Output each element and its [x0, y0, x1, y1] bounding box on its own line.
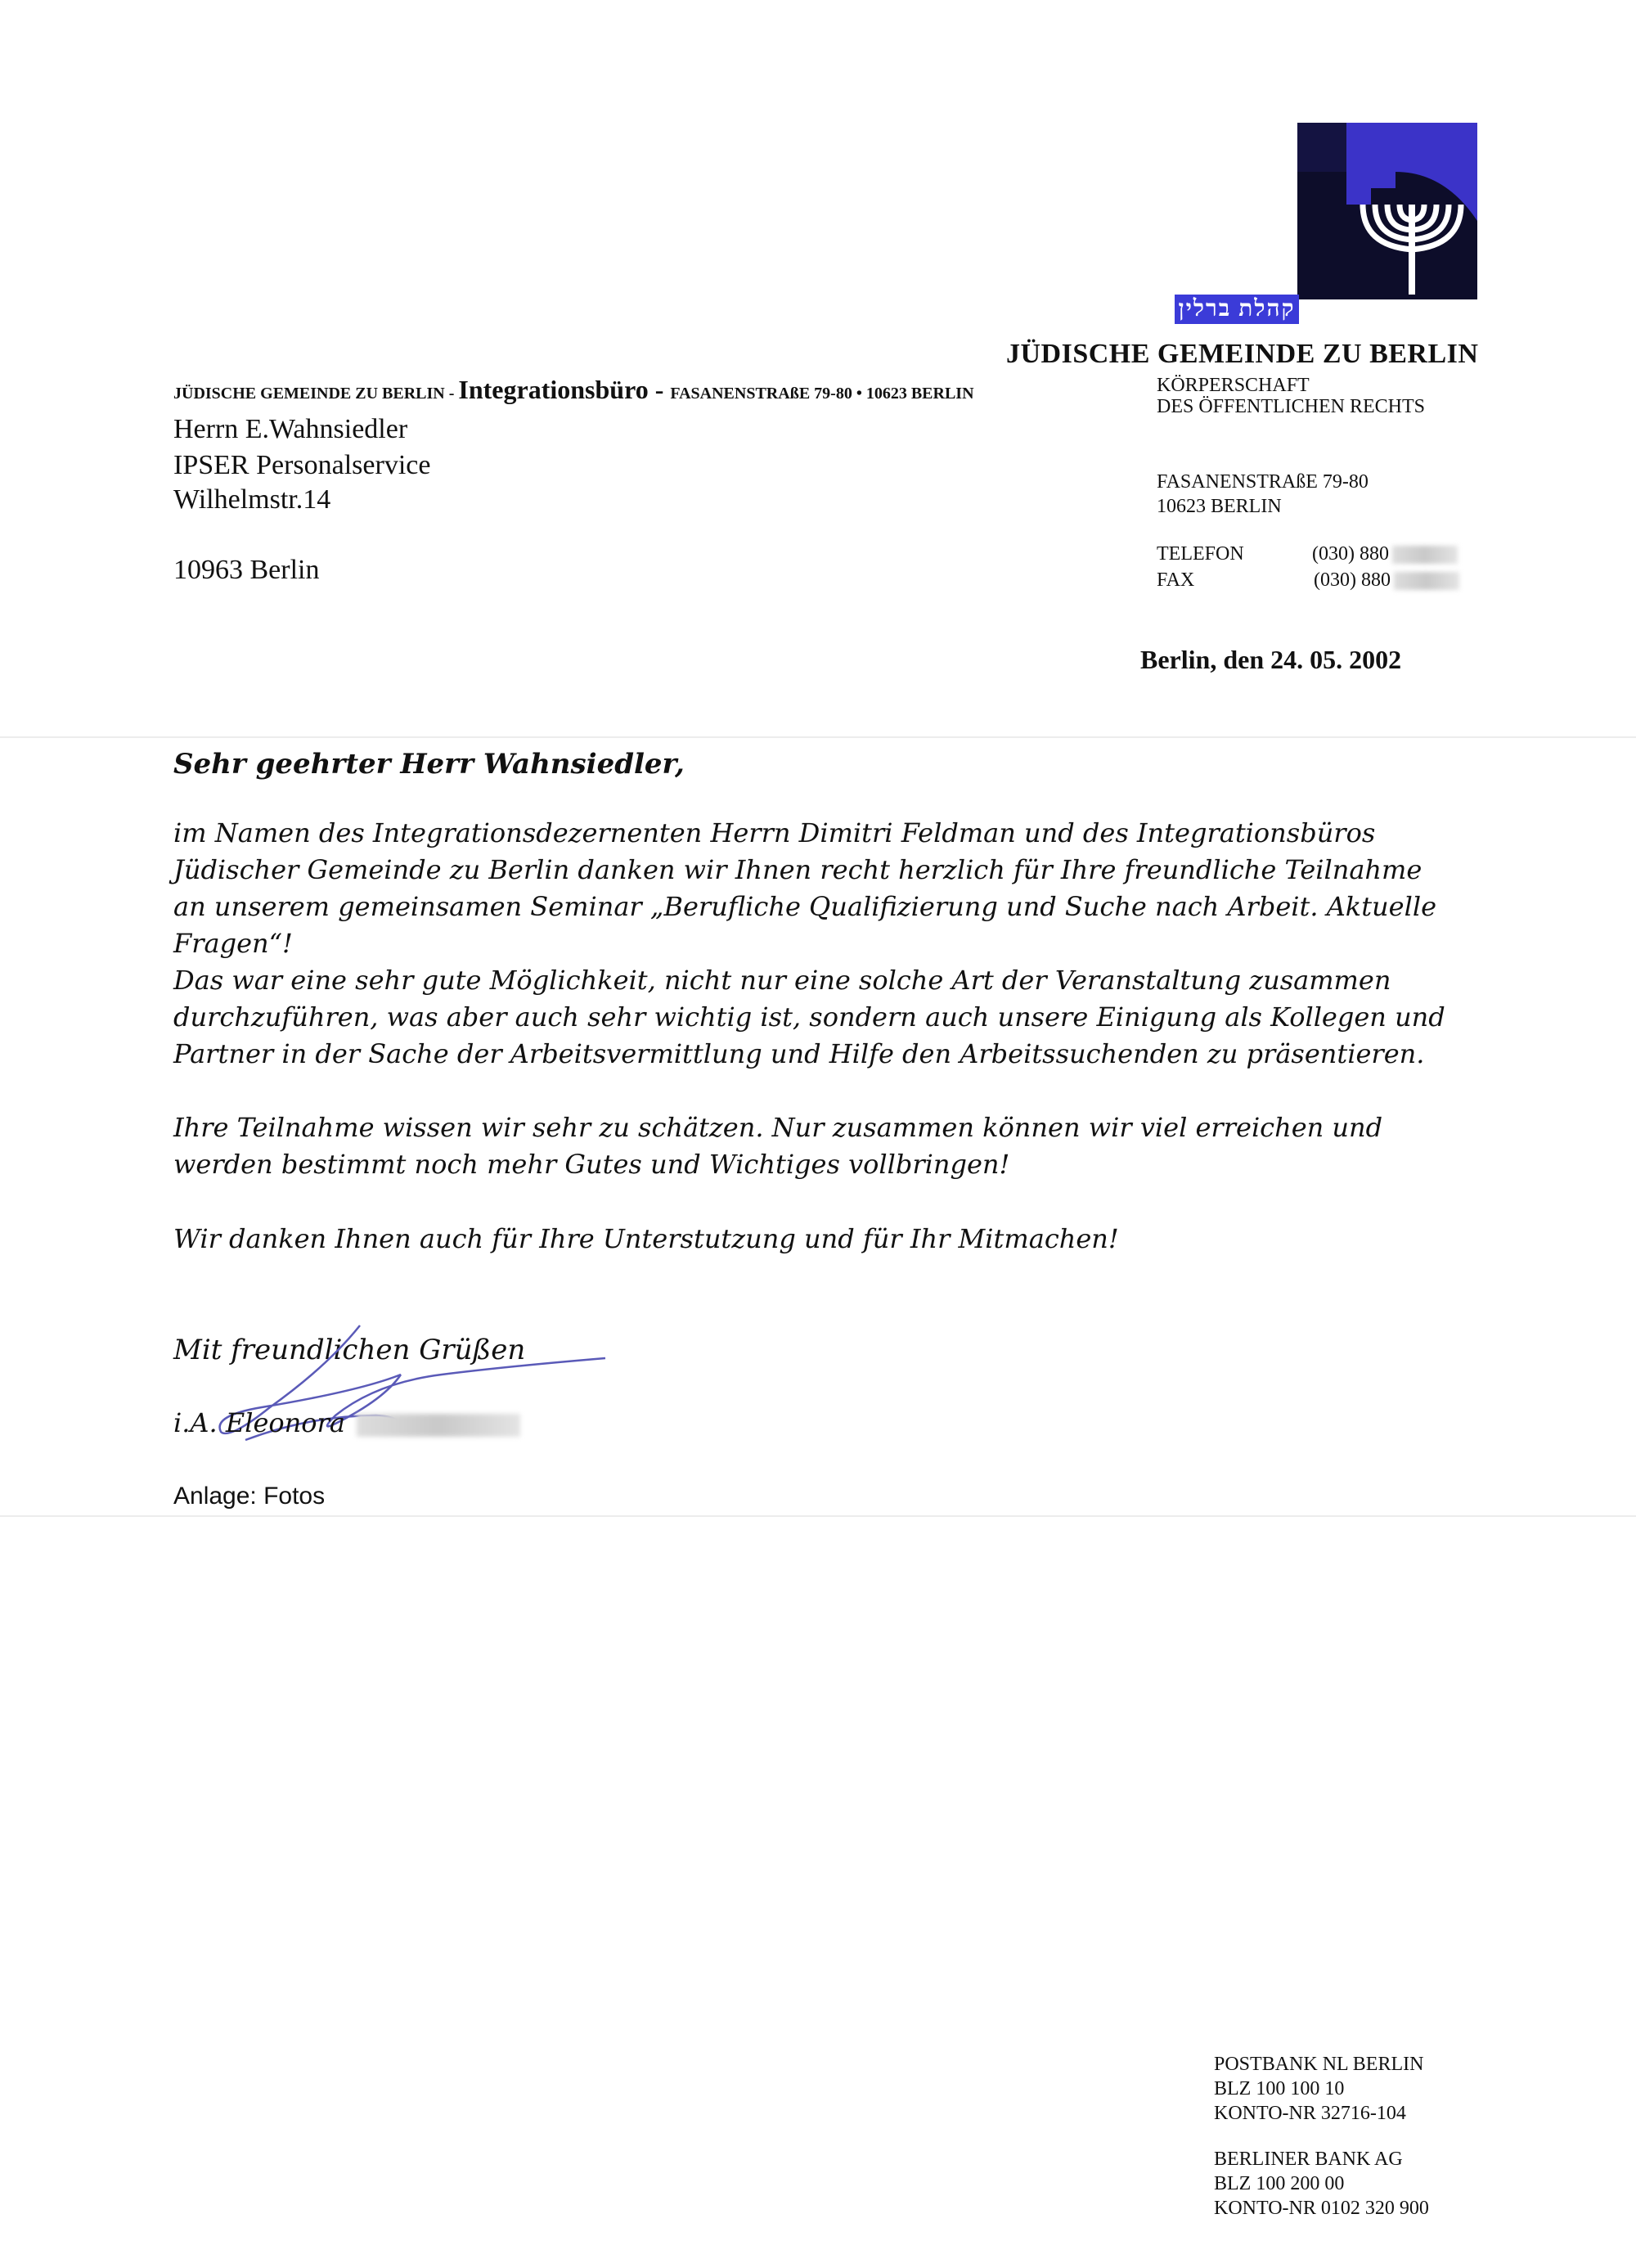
sender-department: Integrationsbüro -	[458, 375, 671, 404]
phone-value: (030) 880	[1312, 543, 1458, 565]
letter-date: Berlin, den 24. 05. 2002	[1140, 645, 1402, 674]
organization-name: JÜDISCHE GEMEINDE ZU BERLIN	[1006, 339, 1479, 369]
body-paragraph: Wir danken Ihnen auch für Ihre Unterstutzung und für Ihr Mitmachen!	[173, 1223, 1119, 1254]
bank-details	[1214, 2147, 1429, 2221]
signer-name: i.A. Eleonora	[173, 1407, 520, 1438]
phone-label: TELEFON	[1157, 543, 1244, 565]
account-number: KONTO-NR 0102 320 900	[1214, 2198, 1429, 2219]
redacted-blur	[1392, 546, 1458, 564]
fold-line	[0, 736, 1636, 738]
sender-address: FASANENSTRAßE 79-80 • 10623 BERLIN	[670, 385, 974, 403]
body-paragraph: Das war eine sehr gute Möglichkeit, nicht nur eine solche Art der Veranstaltung zusammen durchzuführen, was aber auch sehr wichtig ist, sondern auch unsere Einigung als Kollegen und Partner in der Sache der Arbeitsvermittlung und Hilfe den Arbeitssuchenden zu präsentieren.	[173, 965, 1445, 1069]
body-paragraph: Ihre Teilnahme wissen wir sehr zu schätzen. Nur zusammen können wir viel erreichen und werden bestimmt noch mehr Gutes und Wichtiges vollbringen!	[173, 1112, 1383, 1180]
hebrew-tag: קהלת ברלין	[1175, 295, 1299, 324]
redacted-blur	[1394, 572, 1459, 590]
bank-details	[1214, 2052, 1423, 2126]
account-number: KONTO-NR 32716-104	[1214, 2103, 1406, 2124]
recipient-city: 10963 Berlin	[173, 555, 320, 585]
body-paragraph: im Namen des Integrationsdezernenten Herrn Dimitri Feldman und des Integrationsbüros Jüdischer Gemeinde zu Berlin danken wir Ihnen recht herzlich für Ihre freundliche Teilnahme an unserem gemeinsamen Seminar „Berufliche Qualifizierung und Suche nach Arbeit. Aktuelle Fragen“!	[173, 817, 1436, 959]
sender-org: JÜDISCHE GEMEINDE ZU BERLIN -	[173, 385, 459, 403]
bank-code: BLZ 100 100 10	[1214, 2078, 1345, 2099]
closing: Mit freundlichen Grüßen	[173, 1334, 526, 1366]
bank-code: BLZ 100 200 00	[1214, 2173, 1345, 2194]
recipient-name: Herrn E.Wahnsiedler	[173, 414, 408, 444]
organization-subtitle: DES ÖFFENTLICHEN RECHTS	[1157, 396, 1426, 417]
enclosure-note: Anlage: Fotos	[173, 1483, 326, 1510]
bank-name: POSTBANK NL BERLIN	[1214, 2054, 1424, 2075]
salutation: Sehr geehrter Herr Wahnsiedler,	[173, 748, 685, 781]
bank-name: BERLINER BANK AG	[1214, 2149, 1403, 2170]
organization-subtitle: KÖRPERSCHAFT	[1157, 375, 1310, 396]
org-street: FASANENSTRAßE 79-80	[1157, 471, 1369, 493]
recipient-company: IPSER Personalservice	[173, 450, 431, 480]
org-city: 10623 BERLIN	[1157, 496, 1282, 517]
sender-line	[173, 375, 974, 405]
redacted-blur	[357, 1414, 520, 1437]
recipient-street: Wilhelmstr.14	[173, 484, 331, 515]
fold-line	[0, 1515, 1636, 1517]
menorah-logo	[1297, 123, 1477, 299]
fax-label: FAX	[1157, 569, 1195, 591]
fax-value: (030) 880	[1314, 569, 1459, 592]
